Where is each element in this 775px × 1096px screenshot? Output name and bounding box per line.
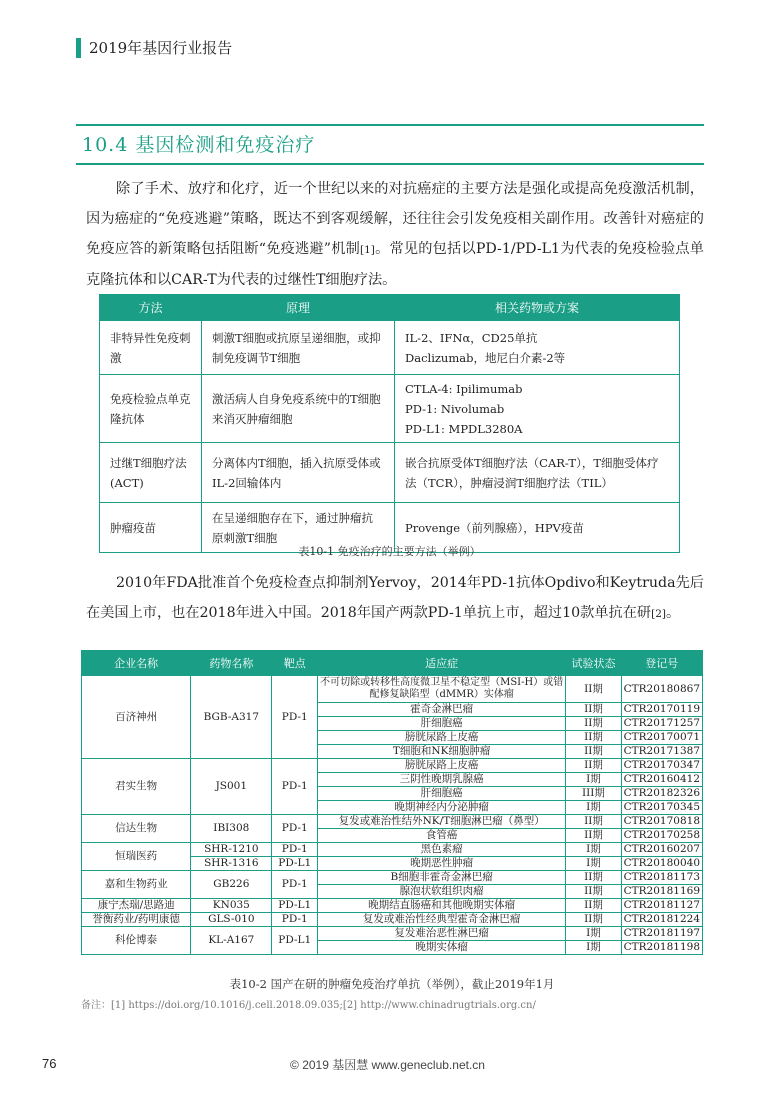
status-cell: II期 [566,913,621,927]
column-header: 方法 [100,295,202,321]
drugs-cell: 嵌合抗原受体T细胞疗法（CAR-T），T细胞受体疗法（TCR），肿瘤浸润T细胞疗法（TIL） [395,443,680,503]
drug-line: CTLA-4: Ipilimumab [405,381,523,396]
table1-caption: 表10-1 免疫治疗的主要方法（举例） [298,545,481,558]
status-cell: III期 [566,787,621,801]
drug-line: PD-1: Nivolumab [405,401,505,416]
target-cell: PD-L1 [272,899,318,913]
target-cell: PD-1 [272,815,318,843]
drug-name-cell: BGB-A317 [191,676,272,759]
table-row [100,321,680,375]
table-row [82,815,703,829]
status-cell: II期 [566,759,621,773]
method-cell: 非特异性免疫刺激 [100,321,202,375]
page-number: 76 [42,1056,57,1071]
header-accent-bar [76,38,81,58]
drug-name-cell: GLS-010 [191,913,272,927]
company-cell: 誉衡药业/药明康德 [82,913,191,927]
drug-name-cell: JS001 [191,759,272,815]
status-cell: II期 [566,717,621,731]
report-header-title: 2019年基因行业报告 [89,39,233,57]
company-cell: 康宁杰瑞/思路迪 [82,899,191,913]
indication-cell: 霍奇金淋巴瘤 [318,703,566,717]
indication-cell: 复发或难治性经典型霍奇金淋巴瘤 [318,913,566,927]
status-cell: I期 [566,857,621,871]
company-cell: 君实生物 [82,759,191,815]
registration-cell: CTR20171387 [621,745,702,759]
target-cell: PD-1 [272,871,318,899]
column-header: 适应症 [318,651,566,676]
principle-cell: 刺激T细胞或抗原呈递细胞，或抑制免疫调节T细胞 [202,321,395,375]
drug-name-cell: KL-A167 [191,927,272,955]
indication-cell: 膀胱尿路上皮癌 [318,759,566,773]
target-cell: PD-L1 [272,927,318,955]
indication-cell: 复发或难治性结外NK/T细胞淋巴瘤（鼻型） [318,815,566,829]
target-cell: PD-L1 [272,857,318,871]
drug-name-cell: SHR-1316 [191,857,272,871]
registration-cell: CTR20181198 [621,941,702,955]
paragraph-intro-text: 除了手术、放疗和化疗，近一个世纪以来的对抗癌症的主要方法是强化或提高免疫激活机制，因为癌症的“免疫逃避”策略，既达不到客观缓解，还往往会引发免疫相关副作用。改善针对癌症的免疫应答的新策略包括阻断“免疫逃避”机制 [86,181,704,257]
status-cell: II期 [566,676,621,703]
table-row [82,871,703,885]
indication-cell: 晚期结直肠癌和其他晚期实体瘤 [318,899,566,913]
drug-line: PD-L1: MPDL3280A [405,421,523,436]
table-row [82,843,703,857]
indication-cell: 肝细胞癌 [318,717,566,731]
table-row [82,676,703,703]
paragraph-pd1 [86,568,704,629]
immunotherapy-methods-table [99,294,680,553]
status-cell: II期 [566,815,621,829]
status-cell: II期 [566,871,621,885]
paragraph-intro [86,174,704,295]
domestic-antibody-table [81,650,703,955]
indication-cell: 不可切除或转移性高度微卫星不稳定型（MSI-H）或错配修复缺陷型（dMMR）实体瘤 [318,676,566,703]
registration-cell: CTR20170071 [621,731,702,745]
company-cell: 信达生物 [82,815,191,843]
target-cell: PD-1 [272,913,318,927]
table2-caption: 表10-2 国产在研的肿瘤免疫治疗单抗（举例），截止2019年1月 [229,977,555,991]
company-cell: 嘉和生物药业 [82,871,191,899]
drug-name-cell: IBI308 [191,815,272,843]
registration-cell: CTR20181224 [621,913,702,927]
status-cell: II期 [566,731,621,745]
target-cell: PD-1 [272,843,318,857]
registration-cell: CTR20180867 [621,676,702,703]
company-cell: 百济神州 [82,676,191,759]
section-title: 10.4 基因检测和免疫治疗 [82,134,316,156]
paragraph-pd1-text: 2010年FDA批准首个免疫检查点抑制剂Yervoy，2014年PD-1抗体Opdivo和Keytruda先后在美国上市，也在2018年进入中国。2018年国产两款PD-1单抗上市，超过10款单抗在研 [86,575,704,621]
citation-1[interactable]: [1] [360,244,375,256]
reference-note: 备注：[1] https://doi.org/10.1016/j.cell.2018.09.035;[2] http://www.chinadrugtrials.org.cn/ [81,1000,536,1011]
drugs-cell [395,375,680,443]
column-header: 靶点 [272,651,318,676]
drug-name-cell: KN035 [191,899,272,913]
drug-name-cell: SHR-1210 [191,843,272,857]
column-header: 企业名称 [82,651,191,676]
table-row [100,443,680,503]
table-header-row [82,651,703,676]
registration-cell: CTR20180040 [621,857,702,871]
registration-cell: CTR20170818 [621,815,702,829]
section-bottom-rule [76,163,704,165]
status-cell: I期 [566,801,621,815]
drugs-cell [395,321,680,375]
table-header-row [100,295,680,321]
registration-cell: CTR20170258 [621,829,702,843]
indication-cell: 晚期实体瘤 [318,941,566,955]
indication-cell: 黑色素瘤 [318,843,566,857]
target-cell: PD-1 [272,676,318,759]
registration-cell: CTR20160207 [621,843,702,857]
drug-line: Daclizumab，地尼白介素-2等 [405,350,566,365]
status-cell: I期 [566,843,621,857]
status-cell: I期 [566,773,621,787]
registration-cell: CTR20181197 [621,927,702,941]
registration-cell: CTR20160412 [621,773,702,787]
principle-cell: 激活病人自身免疫系统中的T细胞来消灭肿瘤细胞 [202,375,395,443]
company-cell: 科伦博泰 [82,927,191,955]
principle-cell: 分离体内T细胞，插入抗原受体或IL-2回输体内 [202,443,395,503]
indication-cell: 晚期恶性肿瘤 [318,857,566,871]
registration-cell: CTR20181169 [621,885,702,899]
registration-cell: CTR20170345 [621,801,702,815]
drug-line: IL-2、IFNα，CD25单抗 [405,330,538,345]
registration-cell: CTR20170119 [621,703,702,717]
indication-cell: 腺泡状软组织肉瘤 [318,885,566,899]
indication-cell: 食管癌 [318,829,566,843]
indication-cell: 复发难治恶性淋巴瘤 [318,927,566,941]
indication-cell: 三阴性晚期乳腺癌 [318,773,566,787]
registration-cell: CTR20171257 [621,717,702,731]
registration-cell: CTR20181173 [621,871,702,885]
indication-cell: 肝细胞癌 [318,787,566,801]
footer-copyright: © 2019 基因慧 www.geneclub.net.cn [290,1058,485,1072]
column-header: 原理 [202,295,395,321]
status-cell: II期 [566,745,621,759]
method-cell: 过继T细胞疗法(ACT) [100,443,202,503]
status-cell: II期 [566,885,621,899]
citation-2[interactable]: [2] [651,608,666,620]
indication-cell: B细胞非霍奇金淋巴瘤 [318,871,566,885]
status-cell: II期 [566,899,621,913]
method-cell: 肿瘤疫苗 [100,503,202,553]
registration-cell: CTR20182326 [621,787,702,801]
indication-cell: 膀胱尿路上皮癌 [318,731,566,745]
paragraph-intro-tail: 。常见的包括以PD-1/PD-L1为代表的免疫检验点单克隆抗体和以CAR-T为代表的过继性T细胞疗法。 [86,241,704,288]
table-row [100,375,680,443]
principle-cell: 在呈递细胞存在下，通过肿瘤抗原刺激T细胞 [202,503,395,553]
registration-cell: CTR20181127 [621,899,702,913]
indication-cell: T细胞和NK细胞肿瘤 [318,745,566,759]
section-top-rule [76,124,704,126]
status-cell: II期 [566,703,621,717]
indication-cell: 晚期神经内分泌肿瘤 [318,801,566,815]
column-header: 登记号 [621,651,702,676]
status-cell: I期 [566,927,621,941]
table-row [82,927,703,941]
column-header: 试验状态 [566,651,621,676]
drug-name-cell: GB226 [191,871,272,899]
table-row [82,913,703,927]
status-cell: I期 [566,941,621,955]
column-header: 相关药物或方案 [395,295,680,321]
table-row [82,759,703,773]
column-header: 药物名称 [191,651,272,676]
paragraph-pd1-tail: 。 [665,605,681,621]
status-cell: II期 [566,829,621,843]
target-cell: PD-1 [272,759,318,815]
method-cell: 免疫检验点单克隆抗体 [100,375,202,443]
table-row [82,899,703,913]
company-cell: 恒瑞医药 [82,843,191,871]
drugs-cell: Provenge（前列腺癌），HPV疫苗 [395,503,680,553]
registration-cell: CTR20170347 [621,759,702,773]
